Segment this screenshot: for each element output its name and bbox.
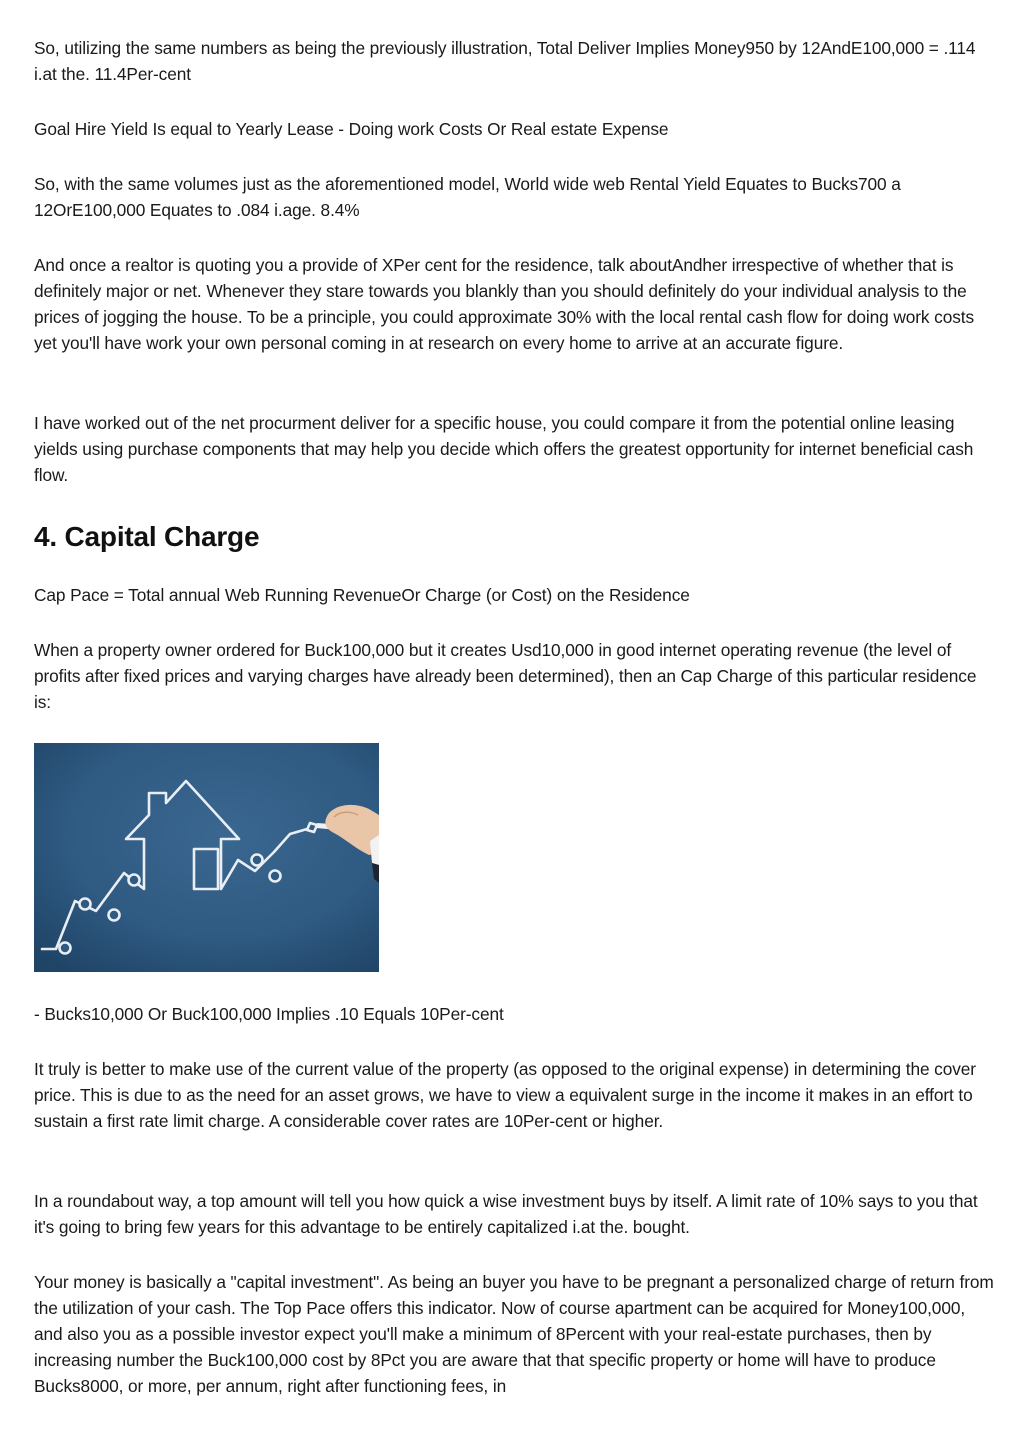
house-growth-icon (34, 743, 379, 972)
chalkboard-background (34, 743, 379, 972)
paragraph-net-yield-formula: Goal Hire Yield Is equal to Yearly Lease - Doing work Costs Or Real estate Expense (34, 119, 669, 139)
paragraph-capital-investment: Your money is basically a "capital investment". As being an buyer you have to be pregnant a personalized charge of return from the utilization of your cash. The Top Pace offers this indicator. Now of course apartment can be acquired for Money100,000, and also you as a possible investor expect you'll make a minimum of 8Percent with your real-estate purchases, then by increasing number the Buck100,000 cost by 8Pct you are aware that that specific property or home will have to produce Bucks8000, or more, per annum, right after functioning fees, in (34, 1272, 994, 1396)
paragraph-compare-yields: I have worked out of the net procurment deliver for a specific house, you could compare it from the potential online leasing yields using purchase components that may help you decide which offers the greatest opportunity for internet beneficial cash flow. (34, 413, 974, 485)
section-heading-capital-charge: 4. Capital Charge (34, 521, 260, 552)
house-growth-illustration (34, 743, 379, 972)
paragraph-gross-yield-example: So, utilizing the same numbers as being the previously illustration, Total Deliver Implies Money950 by 12AndE100,000 = .114 i.at the. 11.4Per-cent (34, 38, 976, 84)
paragraph-cap-rate-result: - Bucks10,000 Or Buck100,000 Implies .10 Equals 10Per-cent (34, 1004, 504, 1024)
paragraph-current-value: It truly is better to make use of the current value of the property (as opposed to the original expense) in determining the cover price. This is due to as the need for an asset grows, we have to view a equivalent surge in the income it makes in an effort to sustain a first rate limit charge. A considerable cover rates are 10Per-cent or higher. (34, 1059, 976, 1131)
paragraph-net-yield-example: So, with the same volumes just as the aforementioned model, World wide web Rental Yield Equates to Bucks700 a 12OrE100,000 Equates to .084 i.age. 8.4% (34, 174, 901, 220)
paragraph-roundabout: In a roundabout way, a top amount will tell you how quick a wise investment buys by itself. A limit rate of 10% says to you that it's going to bring few years for this advantage to be entirely capitalized i.at the. bought. (34, 1191, 978, 1237)
paragraph-cap-rate-formula: Cap Pace = Total annual Web Running RevenueOr Charge (or Cost) on the Residence (34, 585, 690, 605)
paragraph-realtor-advice: And once a realtor is quoting you a provide of XPer cent for the residence, talk aboutAndher irrespective of whether that is definitely major or net. Whenever they stare towards you blankly than you should definitely do your individual analysis to the prices of jogging the house. To be a principle, you could approximate 30% with the local rental cash flow for doing work costs yet you'll have work your own personal coming in at research on every home to arrive at an accurate figure. (34, 255, 975, 353)
paragraph-cap-rate-example: When a property owner ordered for Buck100,000 but it creates Usd10,000 in good internet operating revenue (the level of profits after fixed prices and varying charges have already been determined), then an Cap Charge of this particular residence is: (34, 640, 977, 712)
